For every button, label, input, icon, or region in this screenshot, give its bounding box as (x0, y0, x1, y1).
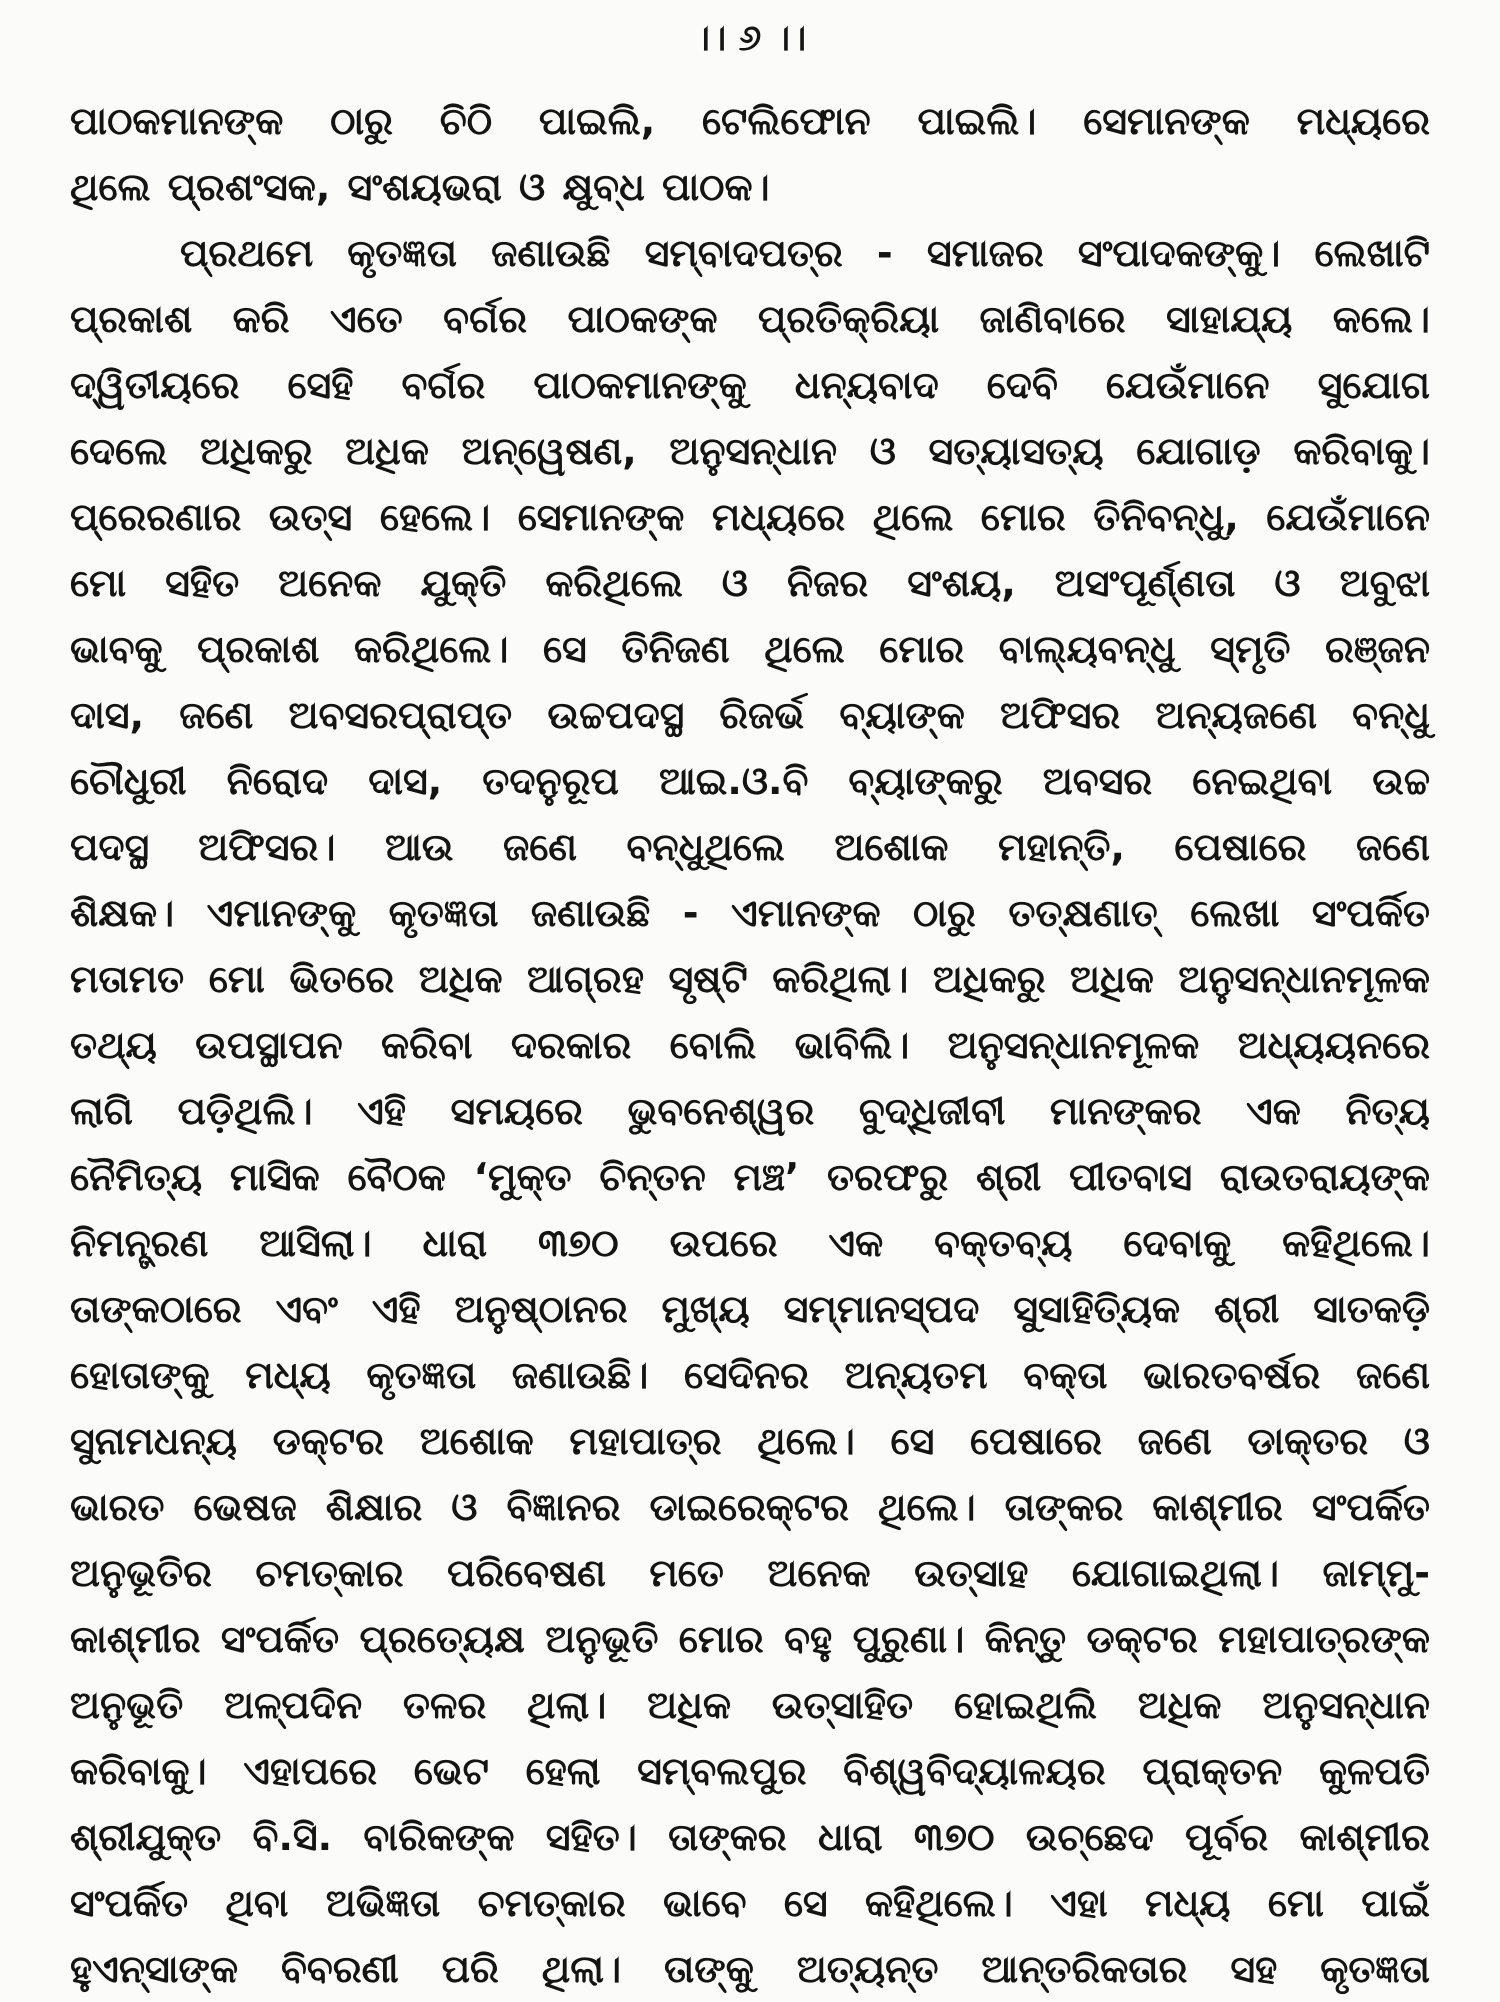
text-line: ପ୍ରଥମେ କୃତଜ୍ଞତା ଜଣାଉଛି ସମ୍ବାଦପତ୍ର - ସମାଜର ସଂପାଦକଙ୍କୁ। ଲେଖାଟି (180, 231, 1430, 275)
text-line: ଶିକ୍ଷକ। ଏମାନଙ୍କୁ କୃତଜ୍ଞତା ଜଣାଉଛି - ଏମାନଙ୍କ ଠାରୁ ତତ୍‌କ୍ଷଣାତ୍ ଲେଖା ସଂପର୍କିତ (70, 891, 1430, 935)
text-line: ଚୌଧୁରୀ ନିରୋଦ ଦାସ, ତଦନୁରୂପ ଆଇ.ଓ.ବି ବ୍ୟାଙ୍କରୁ ଅବସର ନେଇଥିବା ଉଚ୍ଚ (70, 759, 1430, 803)
text-line: ପ୍ରକାଶ କରି ଏତେ ବର୍ଗର ପାଠକଙ୍କ ପ୍ରତିକ୍ରିୟା ଜାଣିବାରେ ସାହାଯ୍ୟ କଲେ। (70, 297, 1430, 341)
text-line: କରିବାକୁ। ଏହାପରେ ଭେଟ ହେଲା ସମ୍ବଲପୁର ବିଶ୍ୱବିଦ୍ୟାଳୟର ପ୍ରାକ୍ତନ କୁଳପତି (70, 1749, 1430, 1793)
text-line: ସଂପର୍କିତ ଥିବା ଅଭିଜ୍ଞତା ଚମତ୍କାର ଭାବେ ସେ କହିଥିଲେ। ଏହା ମଧ୍ୟ ମୋ ପାଇଁ (70, 1881, 1430, 1925)
text-line: ଅନୁଭୂତିର ଚମତ୍କାର ପରିବେଷଣ ମତେ ଅନେକ ଉତ୍ସାହ ଯୋଗାଇଥିଲା। ଜାମ୍ମୁ- (70, 1551, 1430, 1595)
text-line: ମୋ ସହିତ ଅନେକ ଯୁକ୍ତି କରିଥିଲେ ଓ ନିଜର ସଂଶୟ, ଅସଂପୂର୍ଣ୍ଣତା ଓ ଅବୁଝା (70, 561, 1430, 605)
text-line: ହୋତାଙ୍କୁ ମଧ୍ୟ କୃତଜ୍ଞତା ଜଣାଉଛି। ସେଦିନର ଅନ୍ୟତମ ବକ୍ତା ଭାରତବର୍ଷର ଜଣେ (70, 1353, 1430, 1397)
body-text (70, 88, 1430, 2002)
text-line: ଦାସ, ଜଣେ ଅବସରପ୍ରାପ୍ତ ଉଚ୍ଚପଦସ୍ଥ ରିଜର୍ଭ ବ୍ୟାଙ୍କ ଅଫିସର ଅନ୍ୟଜଣେ ବନ୍ଧୁ (70, 693, 1430, 737)
text-line: ମତାମତ ମୋ ଭିତରେ ଅଧିକ ଆଗ୍ରହ ସୃଷ୍ଟି କରିଥିଲା। ଅଧିକରୁ ଅଧିକ ଅନୁସନ୍ଧାନମୂଳକ (70, 957, 1430, 1001)
page-number: ।। ୬ ।। (693, 18, 807, 59)
text-line: ସୁନାମଧନ୍ୟ ଡକ୍ଟର ଅଶୋକ ମହାପାତ୍ର ଥିଲେ। ସେ ପେଷାରେ ଜଣେ ଡାକ୍ତର ଓ (70, 1419, 1430, 1463)
text-line: ତଥ୍ୟ ଉପସ୍ଥାପନ କରିବା ଦରକାର ବୋଲି ଭାବିଲି। ଅନୁସନ୍ଧାନମୂଳକ ଅଧ୍ୟୟନରେ (70, 1023, 1430, 1067)
text-line: ହୁଏନ୍‌ସାଙ୍କ ବିବରଣୀ ପରି ଥିଲା। ତାଙ୍କୁ ଅତ୍ୟନ୍ତ ଆନ୍ତରିକତାର ସହ କୃତଜ୍ଞତା (70, 1947, 1430, 1991)
text-line: ତାଙ୍କଠାରେ ଏବଂ ଏହି ଅନୁଷ୍ଠାନର ମୁଖ୍ୟ ସମ୍ମାନସ୍ପଦ ସୁସାହିତ୍ୟିକ ଶ୍ରୀ ସାତକଡ଼ି (70, 1287, 1430, 1331)
text-line: ଶ୍ରୀଯୁକ୍ତ ବି.ସି. ବାରିକଙ୍କ ସହିତ। ତାଙ୍କର ଧାରା ୩୭୦ ଉଚ୍ଛେଦ ପୂର୍ବର କାଶ୍ମୀର (70, 1815, 1430, 1859)
text-line: ନିମନ୍ତ୍ରଣ ଆସିଲା। ଧାରା ୩୭୦ ଉପରେ ଏକ ବକ୍ତବ୍ୟ ଦେବାକୁ କହିଥିଲେ। (70, 1221, 1430, 1265)
text-line: ନୈମିତ୍ୟ ମାସିକ ବୈଠକ ‘ମୁକ୍ତ ଚିନ୍ତନ ମଞ୍ଚ’ ତରଫରୁ ଶ୍ରୀ ପୀତବାସ ରାଉତରାୟଙ୍କ (70, 1155, 1430, 1199)
text-line: ପଦସ୍ଥ ଅଫିସର। ଆଉ ଜଣେ ବନ୍ଧୁଥିଲେ ଅଶୋକ ମହାନ୍ତି, ପେଷାରେ ଜଣେ (70, 825, 1430, 869)
text-line: ଦେଲେ ଅଧିକରୁ ଅଧିକ ଅନ୍ୱେଷଣ, ଅନୁସନ୍ଧାନ ଓ ସତ୍ୟାସତ୍ୟ ଯୋଗାଡ଼ କରିବାକୁ। (70, 429, 1430, 473)
text-line: ଅନୁଭୂତି ଅଳ୍ପଦିନ ତଳର ଥିଲା। ଅଧିକ ଉତ୍ସାହିତ ହୋଇଥିଲି ଅଧିକ ଅନୁସନ୍ଧାନ (70, 1683, 1430, 1727)
text-line: କାଶ୍ମୀର ସଂପର୍କିତ ପ୍ରତ୍ୟେକ୍ଷ ଅନୁଭୂତି ମୋର ବହୁ ପୁରୁଣା। କିନ୍ତୁ ଡକ୍ଟର ମହାପାତ୍ରଙ୍କ (70, 1617, 1430, 1661)
text-line: ଭାରତ ଭେଷଜ ଶିକ୍ଷାର ଓ ବିଜ୍ଞାନର ଡାଇରେକ୍ଟର ଥିଲେ। ତାଙ୍କର କାଶ୍ମୀର ସଂପର୍କିତ (70, 1485, 1430, 1529)
text-line: ଲାଗି ପଡ଼ିଥିଲି। ଏହି ସମୟରେ ଭୁବନେଶ୍ୱର ବୁଦ୍ଧିଜୀବୀ ମାନଙ୍କର ଏକ ନିତ୍ୟ (70, 1089, 1430, 1133)
text-line: ଥିଲେ ପ୍ରଶଂସକ, ସଂଶୟଭରା ଓ କ୍ଷୁବ୍ଧ ପାଠକ। (70, 165, 770, 209)
text-line: ଦ୍ୱିତୀୟରେ ସେହି ବର୍ଗର ପାଠକମାନଙ୍କୁ ଧନ୍ୟବାଦ ଦେବି ଯେଉଁମାନେ ସୁଯୋଗ (70, 363, 1430, 407)
text-line: ପ୍ରେରଣାର ଉତ୍ସ ହେଲେ। ସେମାନଙ୍କ ମଧ୍ୟରେ ଥିଲେ ମୋର ତିନିବନ୍ଧୁ, ଯେଉଁମାନେ (70, 495, 1430, 539)
text-line: ପାଠକମାନଙ୍କ ଠାରୁ ଚିଠି ପାଇଲି, ଟେଲିଫୋନ ପାଇଲି। ସେମାନଙ୍କ ମଧ୍ୟରେ (70, 99, 1430, 143)
text-line: ଭାବକୁ ପ୍ରକାଶ କରିଥିଲେ। ସେ ତିନିଜଣ ଥିଲେ ମୋର ବାଲ୍ୟବନ୍ଧୁ ସ୍ମୃତି ରଞ୍ଜନ (70, 627, 1430, 671)
